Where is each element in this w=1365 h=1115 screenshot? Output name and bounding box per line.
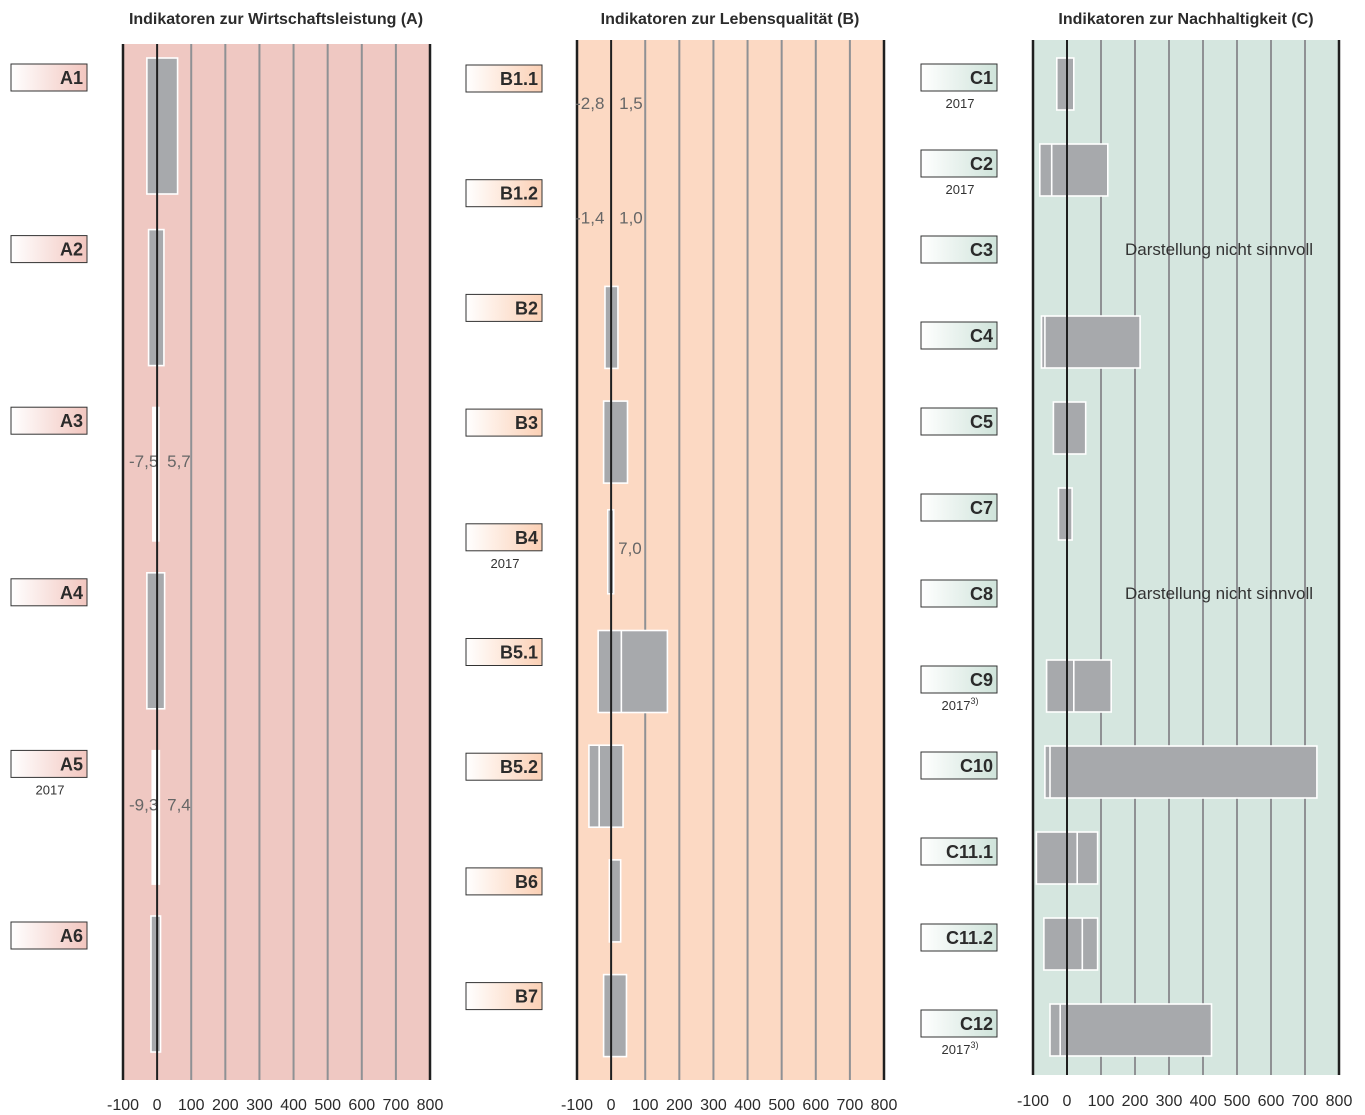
reference-year-value: 2017 <box>490 555 520 571</box>
footnote-marker: 3) <box>970 696 979 706</box>
indicator-label: C4 <box>969 326 993 346</box>
x-tick-label: 500 <box>768 1097 796 1114</box>
reference-year <box>946 96 975 111</box>
indicator-label: A3 <box>59 411 83 432</box>
indicator-label: B1.2 <box>499 183 538 204</box>
min-value-label: -9,3 <box>129 795 159 815</box>
indicator-label: A1 <box>59 68 83 88</box>
indicator-label: C2 <box>969 154 993 174</box>
x-tick-label: 100 <box>177 1097 205 1114</box>
indicator-label: A4 <box>59 582 83 603</box>
not-meaningful-note: Darstellung nicht sinnvoll <box>1124 584 1314 603</box>
indicator-label: C1 <box>969 68 993 88</box>
max-value-label: 1,0 <box>619 208 643 228</box>
range-bar <box>151 916 161 1052</box>
indicator-label: C8 <box>969 584 993 604</box>
x-tick-label: 700 <box>382 1097 410 1114</box>
x-tick-label: 200 <box>211 1097 239 1114</box>
reference-year <box>491 556 520 571</box>
reference-year-value: 2017 <box>941 698 971 713</box>
range-bar <box>1059 488 1073 540</box>
indicator-label: C3 <box>969 240 993 260</box>
reference-year <box>942 1040 979 1057</box>
x-tick-label: 800 <box>416 1097 444 1114</box>
reference-year-value: 2017 <box>945 182 975 197</box>
indicator-row <box>466 745 623 827</box>
indicator-label: C5 <box>969 412 993 432</box>
reference-year-value: 2017 <box>941 1042 971 1057</box>
range-bar <box>1053 402 1085 454</box>
range-bar <box>598 631 667 713</box>
x-tick-label: 500 <box>314 1097 342 1114</box>
x-tick-label: 300 <box>246 1097 273 1114</box>
indicator-label: A6 <box>59 926 83 946</box>
chart-title: Indikatoren zur Wirtschaftsleistung (A) <box>128 11 424 28</box>
range-bar <box>152 750 160 884</box>
indicator-row <box>921 144 1108 197</box>
x-tick-label: 0 <box>1062 1093 1072 1110</box>
plot-background <box>123 44 430 1080</box>
max-value-label: 5,7 <box>167 452 191 472</box>
indicator-label: B2 <box>514 298 538 319</box>
max-value-label: 7,0 <box>618 538 642 558</box>
x-tick-label: 200 <box>665 1097 693 1114</box>
x-tick-label: -100 <box>1016 1093 1050 1110</box>
indicator-label: C10 <box>959 756 993 776</box>
not-meaningful-note: Darstellung nicht sinnvoll <box>1124 240 1314 259</box>
max-value-label: 1,5 <box>619 94 643 113</box>
indicator-row <box>921 402 1086 454</box>
range-bar <box>147 573 165 709</box>
indicator-row <box>921 316 1140 368</box>
x-tick-label: 700 <box>1291 1093 1319 1110</box>
x-tick-label: 600 <box>348 1097 376 1114</box>
indicator-label: B6 <box>514 871 538 892</box>
chart-title: Indikatoren zur Nachhaltigkeit (C) <box>1058 11 1314 28</box>
range-bar <box>1057 58 1074 110</box>
plot-background <box>577 40 884 1080</box>
min-value-label: -2,8 <box>575 94 605 113</box>
range-bar <box>1044 918 1098 970</box>
x-tick-label: 100 <box>631 1097 659 1114</box>
range-bar <box>1042 316 1141 368</box>
range-bar <box>604 975 627 1057</box>
x-tick-label: -100 <box>560 1097 594 1114</box>
range-bar <box>1040 144 1108 196</box>
x-tick-label: 800 <box>1325 1093 1353 1110</box>
indicator-label: C11.1 <box>945 842 993 862</box>
indicator-label: C9 <box>969 670 993 690</box>
range-bar <box>604 401 628 483</box>
range-bar <box>147 58 178 194</box>
indicator-label: B1.1 <box>499 69 538 89</box>
indicator-label: A2 <box>59 239 83 260</box>
indicator-label: A5 <box>59 754 83 775</box>
x-tick-label: 300 <box>700 1097 727 1114</box>
indicator-row <box>11 58 178 194</box>
indicator-label: B5.2 <box>499 757 538 778</box>
range-bar <box>1045 746 1317 798</box>
indicator-row <box>921 918 1098 970</box>
indicator-label: B7 <box>514 986 538 1007</box>
chart-panel-0 <box>11 11 443 1114</box>
indicator-row <box>921 660 1111 713</box>
x-tick-label: 200 <box>1121 1093 1149 1110</box>
max-value-label: 7,4 <box>167 795 191 815</box>
x-tick-label: 500 <box>1223 1093 1251 1110</box>
range-bar <box>1050 1004 1212 1056</box>
range-bar <box>589 745 623 827</box>
reference-year <box>946 182 975 197</box>
reference-year-value: 2017 <box>35 782 65 798</box>
chart-title: Indikatoren zur Lebensqualität (B) <box>600 11 860 28</box>
range-bar <box>1047 660 1112 712</box>
x-tick-label: 600 <box>802 1097 830 1114</box>
x-tick-label: 0 <box>606 1097 616 1114</box>
reference-year <box>942 696 979 713</box>
indicator-label: C11.2 <box>945 928 993 948</box>
indicator-label: B3 <box>514 413 538 434</box>
indicator-label: C7 <box>969 498 993 518</box>
chart-panel-1 <box>466 11 897 1114</box>
x-tick-label: -100 <box>106 1097 140 1114</box>
reference-year-value: 2017 <box>945 96 975 111</box>
indicator-row <box>921 832 1098 884</box>
x-tick-label: 0 <box>152 1097 162 1114</box>
x-tick-label: 400 <box>280 1097 307 1114</box>
x-tick-label: 700 <box>836 1097 864 1114</box>
x-tick-label: 400 <box>734 1097 761 1114</box>
x-tick-label: 100 <box>1087 1093 1115 1110</box>
x-tick-label: 300 <box>1155 1093 1183 1110</box>
indicator-label: C12 <box>959 1014 993 1034</box>
indicator-row <box>466 631 667 713</box>
indicator-label: B4 <box>514 527 538 548</box>
min-value-label: -7,5 <box>129 452 159 472</box>
x-tick-label: 600 <box>1257 1093 1285 1110</box>
chart-panel-2 <box>921 11 1352 1110</box>
x-tick-label: 400 <box>1189 1093 1217 1110</box>
indicator-row <box>466 401 627 483</box>
x-tick-label: 800 <box>870 1097 898 1114</box>
indicator-label: B5.1 <box>499 642 538 663</box>
indicator-row <box>921 746 1317 798</box>
min-value-label: -1,4 <box>575 208 605 228</box>
footnote-marker: 3) <box>970 1040 979 1050</box>
reference-year <box>36 782 65 797</box>
